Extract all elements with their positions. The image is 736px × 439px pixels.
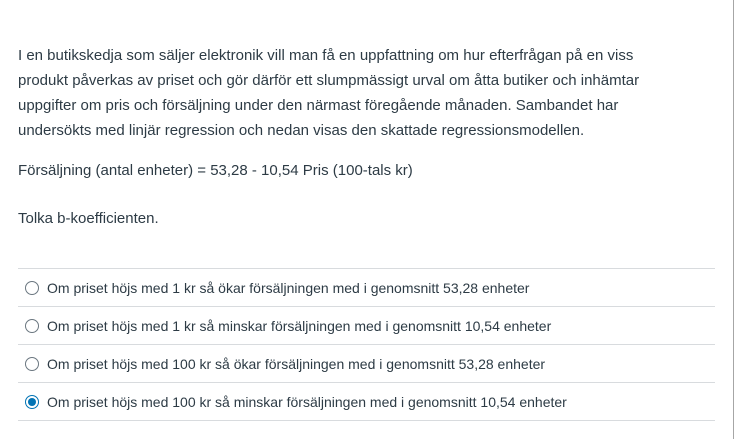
answer-option[interactable] — [18, 307, 715, 345]
radio-button-icon[interactable] — [25, 395, 39, 409]
answer-option[interactable] — [18, 383, 715, 421]
radio-button-icon[interactable] — [25, 319, 39, 333]
answer-option-label: Om priset höjs med 100 kr så ökar försäljningen med i genomsnitt 53,28 enheter — [47, 355, 546, 372]
radio-button-icon[interactable] — [25, 281, 39, 295]
answer-option-label: Om priset höjs med 100 kr så minskar försäljningen med i genomsnitt 10,54 enheter — [47, 393, 567, 410]
answer-option-label: Om priset höjs med 1 kr så ökar försäljningen med i genomsnitt 53,28 enheter — [47, 279, 530, 296]
answer-option[interactable] — [18, 345, 715, 383]
answer-option-label: Om priset höjs med 1 kr så minskar försäljningen med i genomsnitt 10,54 enheter — [47, 317, 552, 334]
question-prompt: Tolka b-koefficienten. — [18, 210, 159, 227]
answer-options-list — [18, 268, 715, 421]
regression-formula: Försäljning (antal enheter) = 53,28 - 10,54 Pris (100-tals kr) — [18, 162, 413, 179]
answer-option[interactable] — [18, 269, 715, 307]
content-frame-border — [733, 0, 734, 439]
radio-button-icon[interactable] — [25, 357, 39, 371]
question-paragraph: I en butikskedja som säljer elektronik vill man få en uppfattning om hur efterfrågan på en viss produkt påverkas av priset och gör därför ett slumpmässigt urval om åtta butiker och inhämtar uppgifter om pris och försäljning under den närmast föregående månaden. Sambandet har undersökts med linjär regression och nedan visas den skattade regressionsmodellen. — [18, 47, 640, 139]
question-content — [0, 43, 736, 421]
